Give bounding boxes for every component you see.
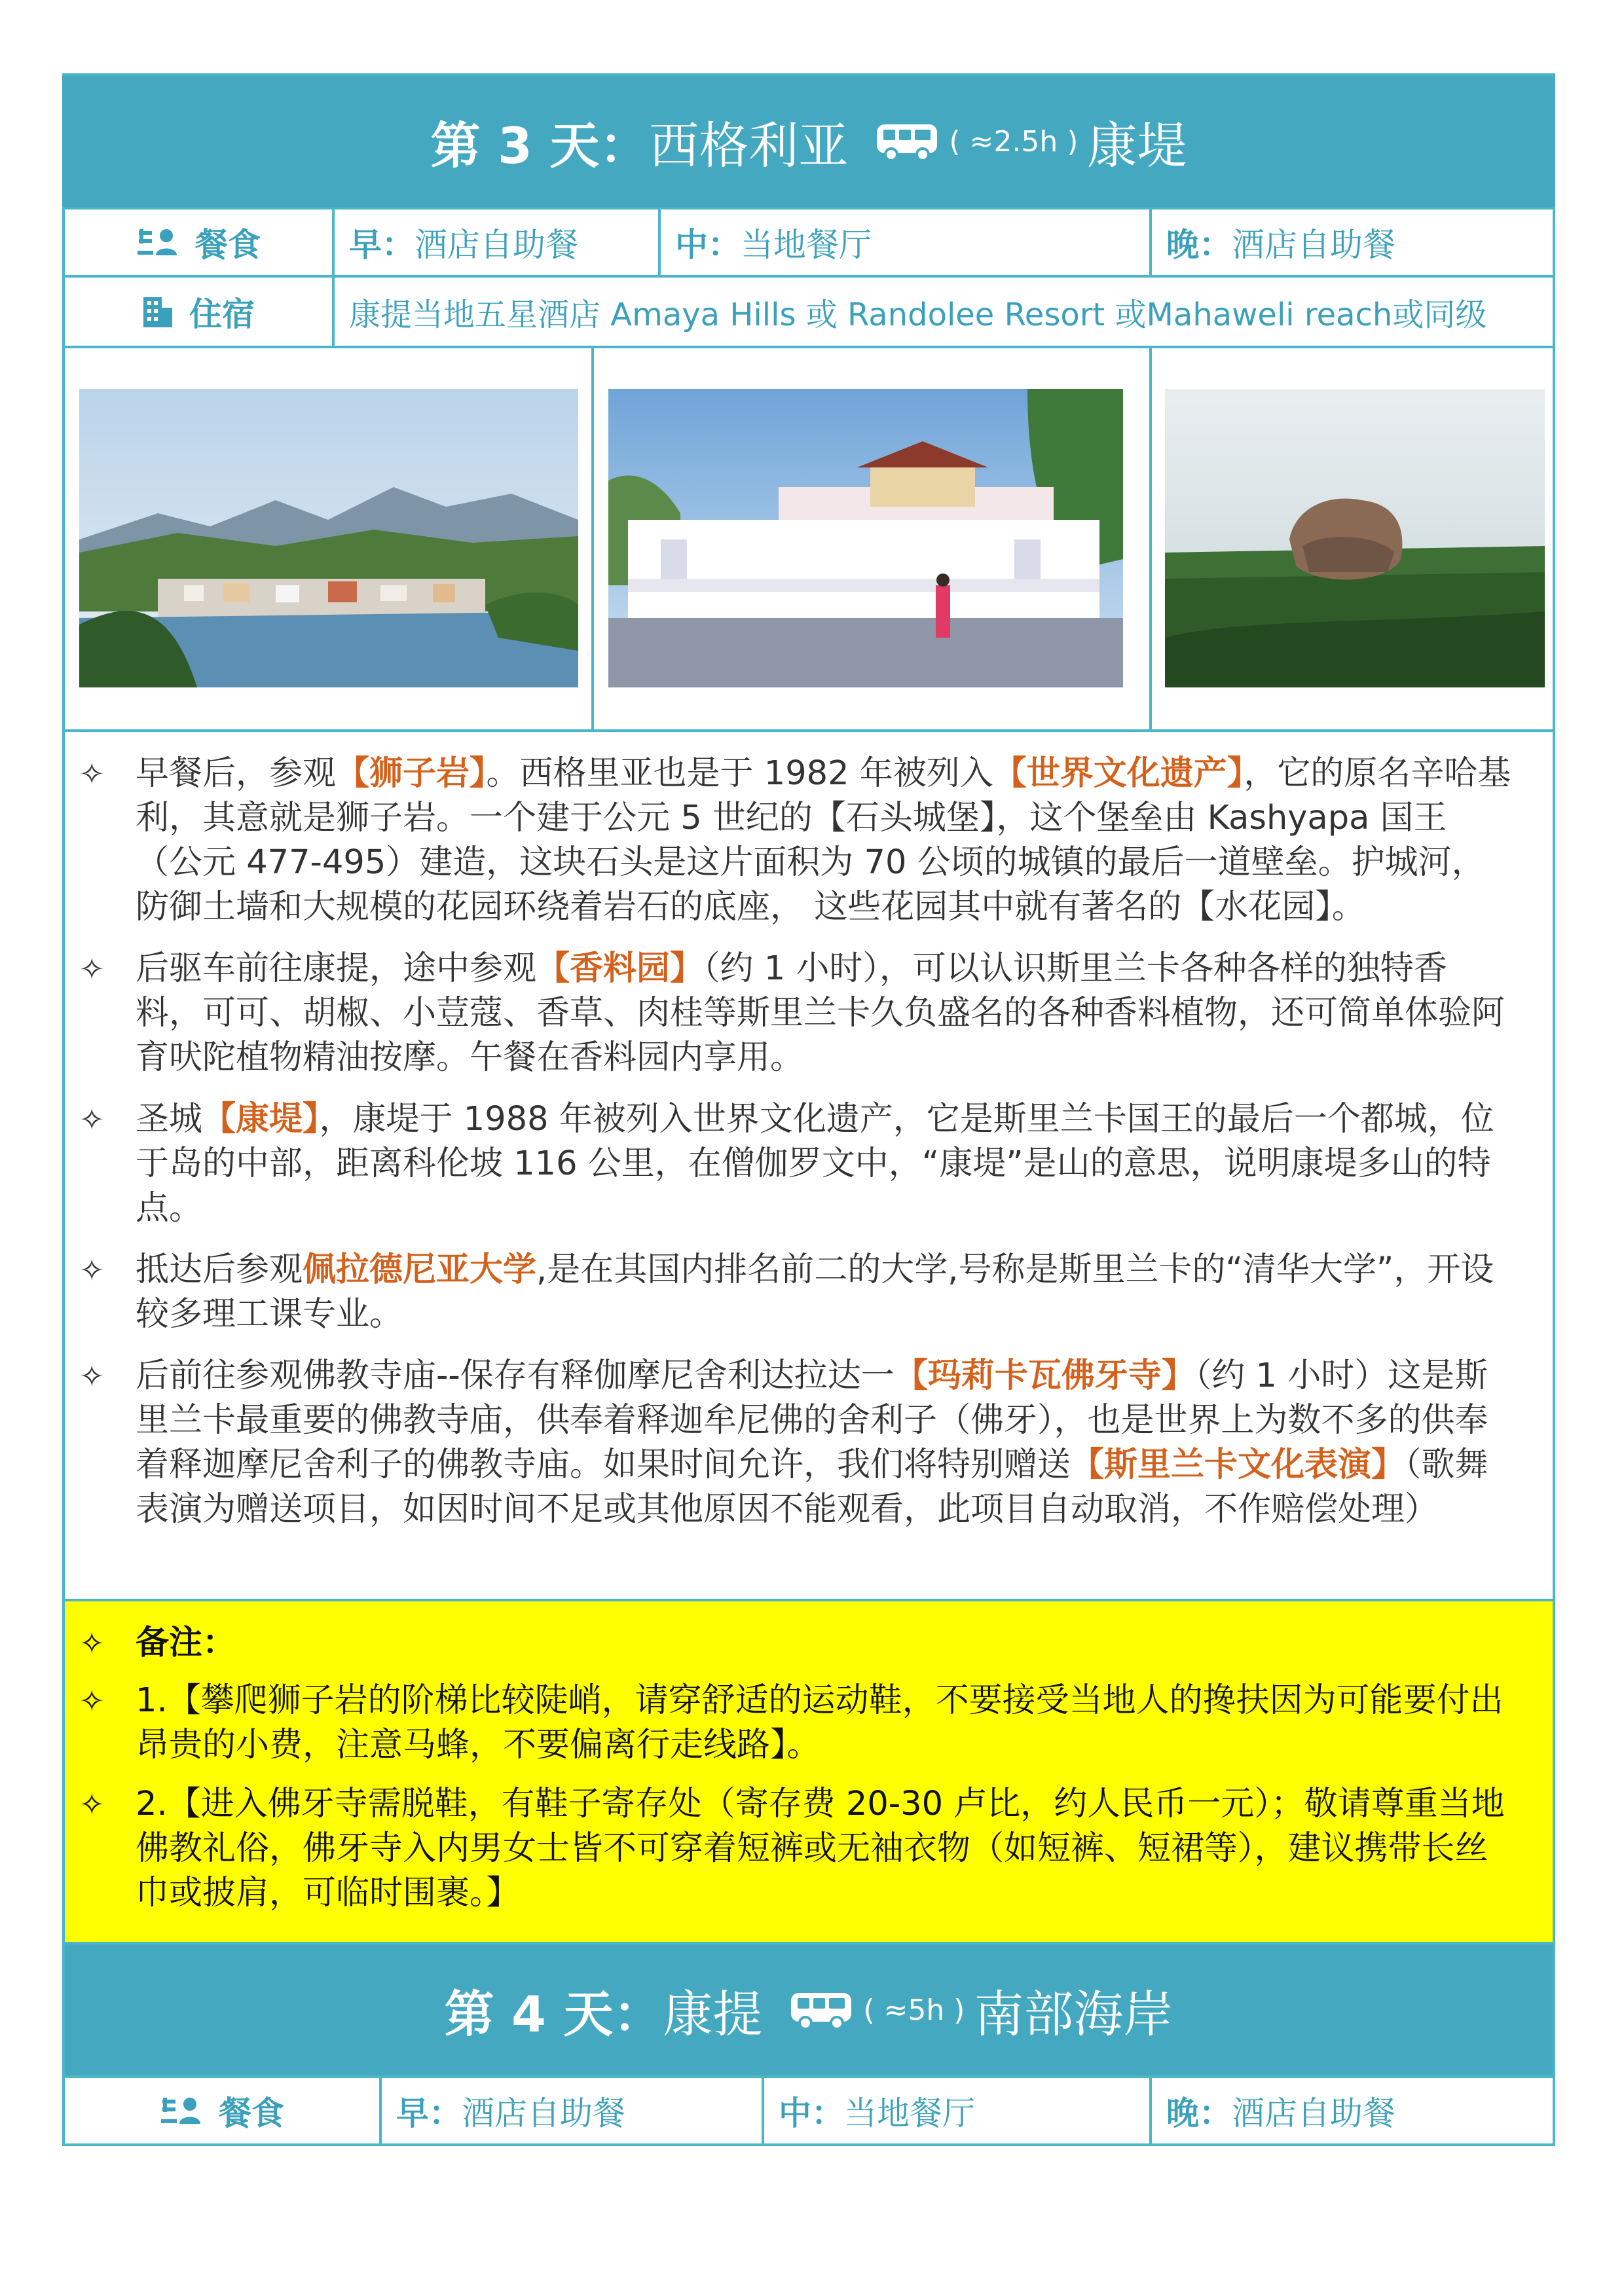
highlight-text: 【玛莉卡瓦佛牙寺】	[894, 1357, 1195, 1395]
breakfast-value: 酒店自助餐	[415, 226, 578, 264]
paragraph-text: ，它的原名辛哈基利，其意就是狮子岩。一个建于公元 5 世纪的【石头城堡】，这个堡垒由 Kashyapa 国王（公元 477-495）建造，这块石头是这片面积为 70 公顷的城镇的最后一道壁垒。护城河，防御土墙和大规模的花园环绕着岩石的底座， 这些花园其中就有著名的【水花园】。	[136, 754, 1511, 926]
paragraph-text: 早餐后，参观	[136, 754, 337, 793]
bullet-icon: ✧	[79, 1787, 105, 1822]
paragraph-text: 圣城	[136, 1100, 203, 1139]
day3-meals-row	[62, 207, 1555, 278]
bullet-icon: ✧	[79, 1626, 105, 1661]
note-item	[65, 1782, 1553, 1916]
bus-icon	[874, 120, 940, 162]
notes-title: 备注：	[136, 1624, 236, 1662]
hotel-label-cell	[65, 278, 335, 346]
bullet-icon: ✧	[79, 1252, 105, 1288]
paragraph-text: 抵达后参观	[136, 1250, 303, 1289]
highlight-text: 【世界文化遗产】	[993, 754, 1244, 793]
highlight-text: 【康堤】	[202, 1100, 320, 1139]
note-item	[65, 1679, 1553, 1768]
hotel-value: 康提当地五星酒店 Amaya Hills 或 Randolee Resort 或Mahaweli reach或同级	[349, 296, 1487, 333]
highlight-text: 【狮子岩】	[336, 754, 487, 793]
hotel-label: 住宿	[189, 295, 255, 333]
meal-icon	[136, 227, 179, 258]
itinerary-paragraph	[65, 1097, 1553, 1231]
dinner-key: 晚：	[1166, 2094, 1232, 2132]
day3-duration: ( ≈2.5h )	[949, 124, 1079, 158]
meals-label-cell	[65, 2078, 382, 2143]
breakfast-cell	[335, 210, 661, 275]
meals-label: 餐食	[195, 226, 261, 264]
day3-photos-row	[62, 348, 1555, 732]
lunch-key: 中：	[779, 2094, 844, 2132]
notes-title-row	[65, 1621, 1553, 1666]
day3-from: 西格利亚	[649, 116, 849, 175]
paragraph-text: ,是在其国内排名前二的大学,号称是斯里兰卡的“清华大学”，开设较多理工课专业。	[136, 1250, 1494, 1334]
highlight-text: 【斯里兰卡文化表演】	[1071, 1446, 1405, 1484]
paragraph-text: 。西格里亚也是于 1982 年被列入	[486, 754, 993, 793]
sigiriya-rock-photo	[1165, 389, 1545, 687]
day3-header	[62, 76, 1555, 207]
lunch-value: 当地餐厅	[844, 2094, 975, 2132]
breakfast-value: 酒店自助餐	[462, 2094, 625, 2132]
day4-day-label: 第 4 天：	[444, 1984, 663, 2043]
building-icon	[142, 295, 174, 329]
highlight-text: 【香料园】	[536, 949, 704, 988]
paragraph-text: 后驱车前往康提，途中参观	[136, 949, 537, 988]
photo-cell-3	[1152, 348, 1553, 729]
day4-to: 南部海岸	[974, 1984, 1173, 2043]
note-text: 2.【进入佛牙寺需脱鞋，有鞋子寄存处（寄存费 20-30 卢比，约人民币一元）；敬请尊重当地佛教礼俗，佛牙寺入内男女士皆不可穿着短裤或无袖衣物（如短裤、短裙等），建议携带长丝巾或披肩，可临时围裹。】	[136, 1785, 1505, 1912]
paragraph-text: （约 1 小时），可以认识斯里兰卡各种各样的独特香料，可可、胡椒、小荳蔻、香草、肉桂等斯里兰卡久负盛名的各种香料植物，还可简单体验阿育吠陀植物精油按摩。午餐在香料园内享用。	[136, 949, 1505, 1077]
bullet-icon: ✧	[79, 1358, 105, 1394]
highlight-text: 佩拉德尼亚大学	[303, 1250, 537, 1289]
day4-meals-row	[62, 2075, 1555, 2146]
day3-day-label: 第 3 天：	[430, 116, 650, 175]
meals-label: 餐食	[219, 2094, 284, 2132]
bus-icon	[788, 1989, 854, 2031]
dinner-key: 晚：	[1166, 226, 1232, 264]
dinner-value: 酒店自助餐	[1232, 226, 1395, 264]
bullet-icon: ✧	[79, 1102, 105, 1137]
day3-itinerary	[62, 732, 1555, 1618]
day3-notes	[62, 1599, 1555, 1944]
breakfast-key: 早：	[396, 2094, 462, 2132]
dinner-cell	[1152, 2078, 1553, 2143]
lunch-cell	[764, 2078, 1152, 2143]
itinerary-paragraph	[65, 752, 1553, 930]
meals-label-cell	[65, 210, 335, 275]
photo-cell-1	[65, 348, 594, 729]
day4-header	[62, 1944, 1555, 2075]
temple-of-tooth-photo	[608, 389, 1123, 687]
paragraph-text: （约 1 小时）这是斯里兰卡最重要的佛教寺庙，供奉着释迦牟尼佛的舍利子（佛牙），也是世界上为数不多的供奉着释迦摩尼舍利子的佛教寺庙。如果时间允许，我们将特别赠送	[136, 1357, 1488, 1484]
paragraph-text: ，康堤于 1988 年被列入世界文化遗产，它是斯里兰卡国王的最后一个都城，位于岛的中部，距离科伦坡 116 公里，在僧伽罗文中，“康堤”是山的意思，说明康堤多山的特点。	[136, 1100, 1494, 1228]
photo-cell-2	[594, 348, 1152, 729]
day3-to: 康堤	[1087, 116, 1187, 175]
day4-duration: ( ≈5h )	[863, 1993, 965, 2027]
paragraph-text: （歌舞表演为赠送项目，如因时间不足或其他原因不能观看，此项目自动取消，不作赔偿处理）	[136, 1446, 1488, 1529]
dinner-value: 酒店自助餐	[1232, 2094, 1395, 2132]
bullet-icon: ✧	[79, 1683, 105, 1719]
bullet-icon: ✧	[79, 951, 105, 987]
note-text: 1.【攀爬狮子岩的阶梯比较陡峭，请穿舒适的运动鞋，不要接受当地人的搀扶因为可能要付出昂贵的小费，注意马蜂，不要偏离行走线路】。	[136, 1681, 1504, 1764]
lunch-key: 中：	[675, 226, 741, 264]
day4-from: 康提	[663, 1984, 763, 2043]
itinerary-paragraph	[65, 1248, 1553, 1337]
breakfast-cell	[382, 2078, 764, 2143]
paragraph-text: 后前往参观佛教寺庙--保存有释伽摩尼舍利达拉达一	[136, 1357, 895, 1395]
bullet-icon: ✧	[79, 756, 105, 792]
lunch-cell	[661, 210, 1152, 275]
hotel-value-cell	[335, 278, 1553, 346]
itinerary-paragraph	[65, 1354, 1553, 1532]
dinner-cell	[1152, 210, 1553, 275]
breakfast-key: 早：	[349, 226, 415, 264]
meal-icon	[160, 2095, 203, 2126]
itinerary-paragraph	[65, 947, 1553, 1080]
lunch-value: 当地餐厅	[741, 226, 872, 264]
kandy-lake-photo	[79, 389, 578, 687]
day3-hotel-row	[62, 278, 1555, 348]
